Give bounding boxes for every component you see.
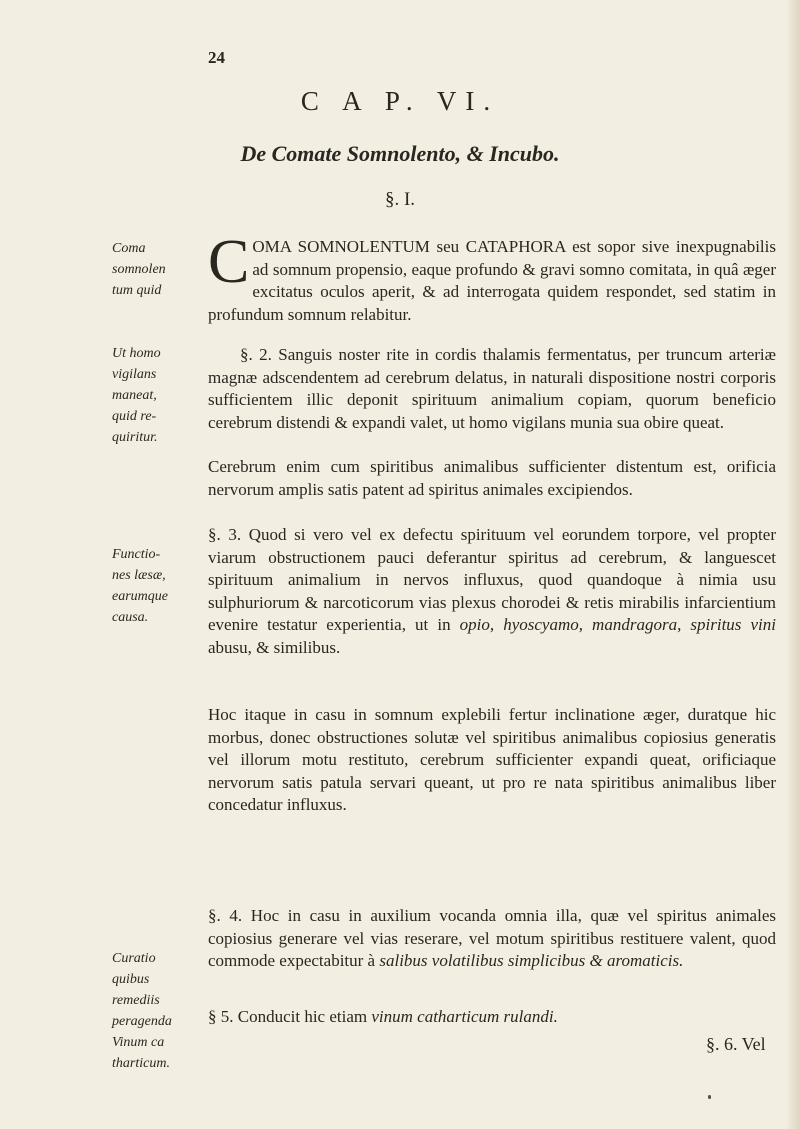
paragraph-text: Cerebrum enim cum spiritibus animalibus sufficienter distentum est, orificia nervorum amplis satis patent ad spiritus animales excipiendos.: [208, 457, 776, 499]
margin-line: earumque: [112, 589, 168, 604]
italic-text: vinum catharticum rulandi.: [371, 1007, 558, 1026]
chapter-heading: C A P. VI.: [300, 86, 500, 116]
paragraph-2: [208, 344, 776, 434]
margin-line: nes læsæ,: [112, 568, 166, 583]
margin-line: vigilans: [112, 367, 157, 382]
drop-cap: C: [208, 228, 250, 296]
paragraph-text: abusu, & similibus.: [208, 637, 341, 657]
margin-line: quibus: [112, 972, 150, 987]
margin-line: tum quid: [112, 283, 162, 298]
catchword: §. 6. Vel: [706, 1034, 766, 1054]
italic-text: opio, hyoscyamo, mandragora, spiritus vini: [459, 615, 776, 634]
paragraph-text: §. 3. Quod si vero vel ex defectu spirituum vel eorundem torpore, vel propter viarum obstructionem pauci deferantur spiritus ad cerebrum, & languescet spirituum animalium in nervos influxus, quod quandoque à nimia usu sulphuriorum & narcoticorum vias plexus chorodei & retis mirabilis infarcientium evenire testatur experientia, ut in: [208, 525, 776, 634]
paragraph-text: § 5. Conducit hic etiam: [208, 1007, 368, 1026]
margin-line: quid re-: [112, 409, 157, 424]
paragraph-text: §. 2. Sanguis noster rite in cordis thalamis fermentatus, per truncum arteriæ magnæ adscendentem ad cerebrum delatus, in naturali dispositione nostri corporis sufficientem illic deponit spirituum animalium copiam, quorum beneficio cerebrum distendi & expandi valet, ut homo vigilans munia sua obire queat.: [208, 345, 776, 432]
margin-line: Curatio: [112, 951, 156, 966]
margin-line: causa.: [112, 610, 149, 625]
margin-line: quiritur.: [112, 430, 158, 445]
paragraph-6: [208, 905, 776, 973]
margin-line: Coma: [112, 241, 146, 256]
ink-spot: [708, 1095, 711, 1099]
margin-line: peragenda: [112, 1014, 172, 1029]
paragraph-1: [208, 228, 776, 326]
margin-line: somnolen: [112, 262, 166, 277]
margin-note-coma: [112, 238, 207, 301]
paragraph-3: [208, 456, 776, 501]
section-mark: §. I.: [384, 189, 416, 210]
margin-line: tharticum.: [112, 1056, 170, 1071]
margin-line: Functio-: [112, 547, 161, 562]
margin-note-curatio: [112, 948, 207, 1032]
paragraph-text: §. 4. Hoc in casu in auxilium vocanda omnia illa, quæ vel spiritus animales copiosius generare vel vias reserare, vel motum spiritibus restituere valent, quod commode expectabitur à: [208, 906, 776, 970]
paragraph-4: [208, 524, 776, 659]
chapter-title: De Comate Somnolento, & Incubo.: [240, 141, 560, 166]
margin-line: maneat,: [112, 388, 157, 403]
page-edge: [786, 0, 800, 1129]
margin-line: Vinum ca: [112, 1035, 165, 1050]
paragraph-text: Hoc itaque in casu in somnum explebili fertur inclinatione æger, duratque hic morbus, donec obstructiones solutæ vel spiritibus animalibus copiosius generatis vel illorum motu restituto, cerebrum sufficienter expandi queat, orificiaque nervorum satis patula servari queant, ut pro re nata spiritibus animalibus liber concedatur influxus.: [208, 705, 776, 814]
paragraph-text: OMA SOMNOLENTUM seu CATAPHORA est sopor sive inexpugnabilis ad somnum propensio, eaque profundo & gravi somno comitata, in quâ æger excitatus oculos aperit, & ad interrogata quidem respondet, sed statim in profundum somnum relabitur.: [208, 237, 776, 324]
margin-note-functiones: [112, 544, 207, 628]
margin-line: Ut homo: [112, 346, 161, 361]
margin-note-vinum: [112, 1032, 207, 1074]
margin-note-vigilans: [112, 343, 207, 448]
page-number: 24: [208, 48, 225, 67]
italic-text: salibus volatilibus simplicibus & aromaticis.: [379, 951, 684, 970]
paragraph-7: [208, 1006, 776, 1029]
margin-line: remediis: [112, 993, 160, 1008]
paragraph-5: [208, 704, 776, 817]
